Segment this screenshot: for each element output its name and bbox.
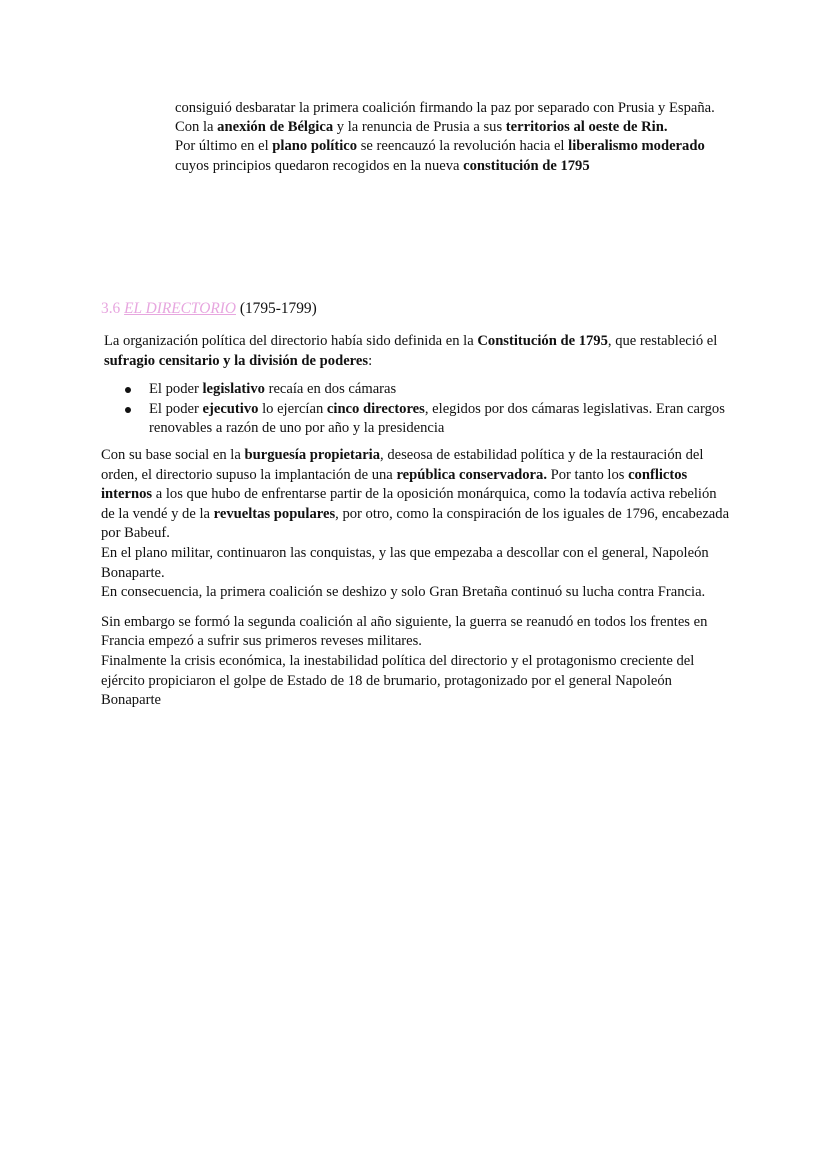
bold-term: revueltas populares [213, 505, 336, 522]
bold-term: legislativo [202, 381, 265, 398]
section-heading [101, 299, 317, 319]
bullet-icon [125, 407, 131, 413]
bold-term: cinco directores [326, 400, 425, 417]
bold-term: territorios al oeste de Rin. [505, 119, 668, 136]
paragraph: Sin embargo se formó la segunda coalición al año siguiente, la guerra se reanudó en todos los frentes en Francia empezó a sufrir sus primeros reveses militares. [101, 613, 708, 650]
section-title: EL DIRECTORIO [124, 300, 236, 317]
paragraph: Finalmente la crisis económica, la inestabilidad política del directorio y el protagonismo creciente del ejército propiciaron el golpe de Estado de 18 de brumario, protagonizado por el general Napoleón Bonaparte [101, 652, 695, 709]
paragraph: consiguió desbaratar la primera coalición firmando la paz por separado con Prusia y España. Con la anexión de Bélgica y la renuncia de Prusia a sus territorios al oeste de Rin. [175, 100, 715, 136]
bold-term: burguesía propietaria [244, 446, 381, 463]
intro-paragraph: La organización política del directorio había sido definida en la Constitución de 1795, que restableció el sufragio censitario y la división de poderes: [104, 333, 718, 369]
section-number: 3.6 [101, 300, 125, 317]
paragraph-gap [101, 603, 731, 613]
bold-term: sufragio censitario y la división de poderes [104, 352, 369, 369]
bold-term: liberalismo moderado [568, 138, 705, 155]
paragraph: Por último en el plano político se reencauzó la revolución hacia el liberalismo moderado cuyos principios quedaron recogidos en la nueva constitución de 1795 [175, 138, 705, 174]
list-item-text: El poder ejecutivo lo ejercían cinco directores, elegidos por dos cámaras legislativas. Eran cargos renovables a razón de uno por año y la presidencia [149, 400, 725, 437]
bold-term: ejecutivo [202, 400, 259, 417]
bold-term: conflictos internos [101, 466, 688, 503]
bold-term: Constitución de 1795 [477, 333, 608, 349]
indented-continuation [175, 99, 735, 176]
list-item [101, 400, 731, 439]
paragraph: Con su base social en la burguesía propietaria, deseosa de estabilidad política y de la restauración del orden, el directorio supuso la implantación de una república conservadora. Por tanto los conflictos internos a los que hubo de enfrentarse partir de la oposición monárquica, como la todavía activa rebelión de la vendé y de la revueltas populares, por otro, como la conspiración de los iguales de 1796, encabezada por Babeuf. [101, 446, 730, 542]
bold-term: anexión de Bélgica [217, 119, 334, 136]
paragraph: En el plano militar, continuaron las conquistas, y las que empezaba a descollar con el general, Napoleón Bonaparte. [101, 544, 709, 581]
section-body [101, 332, 731, 711]
section-years: (1795-1799) [235, 300, 317, 317]
list-item-text: El poder legislativo recaía en dos cámaras [149, 381, 397, 398]
bold-term: plano político [272, 138, 358, 155]
bullet-icon [125, 387, 131, 393]
bold-term: república conservadora. [396, 466, 547, 483]
list-item [101, 380, 731, 400]
powers-list [101, 380, 731, 439]
paragraph: En consecuencia, la primera coalición se deshizo y solo Gran Bretaña continuó su lucha contra Francia. [101, 584, 706, 601]
bold-term: constitución de 1795 [463, 157, 590, 174]
